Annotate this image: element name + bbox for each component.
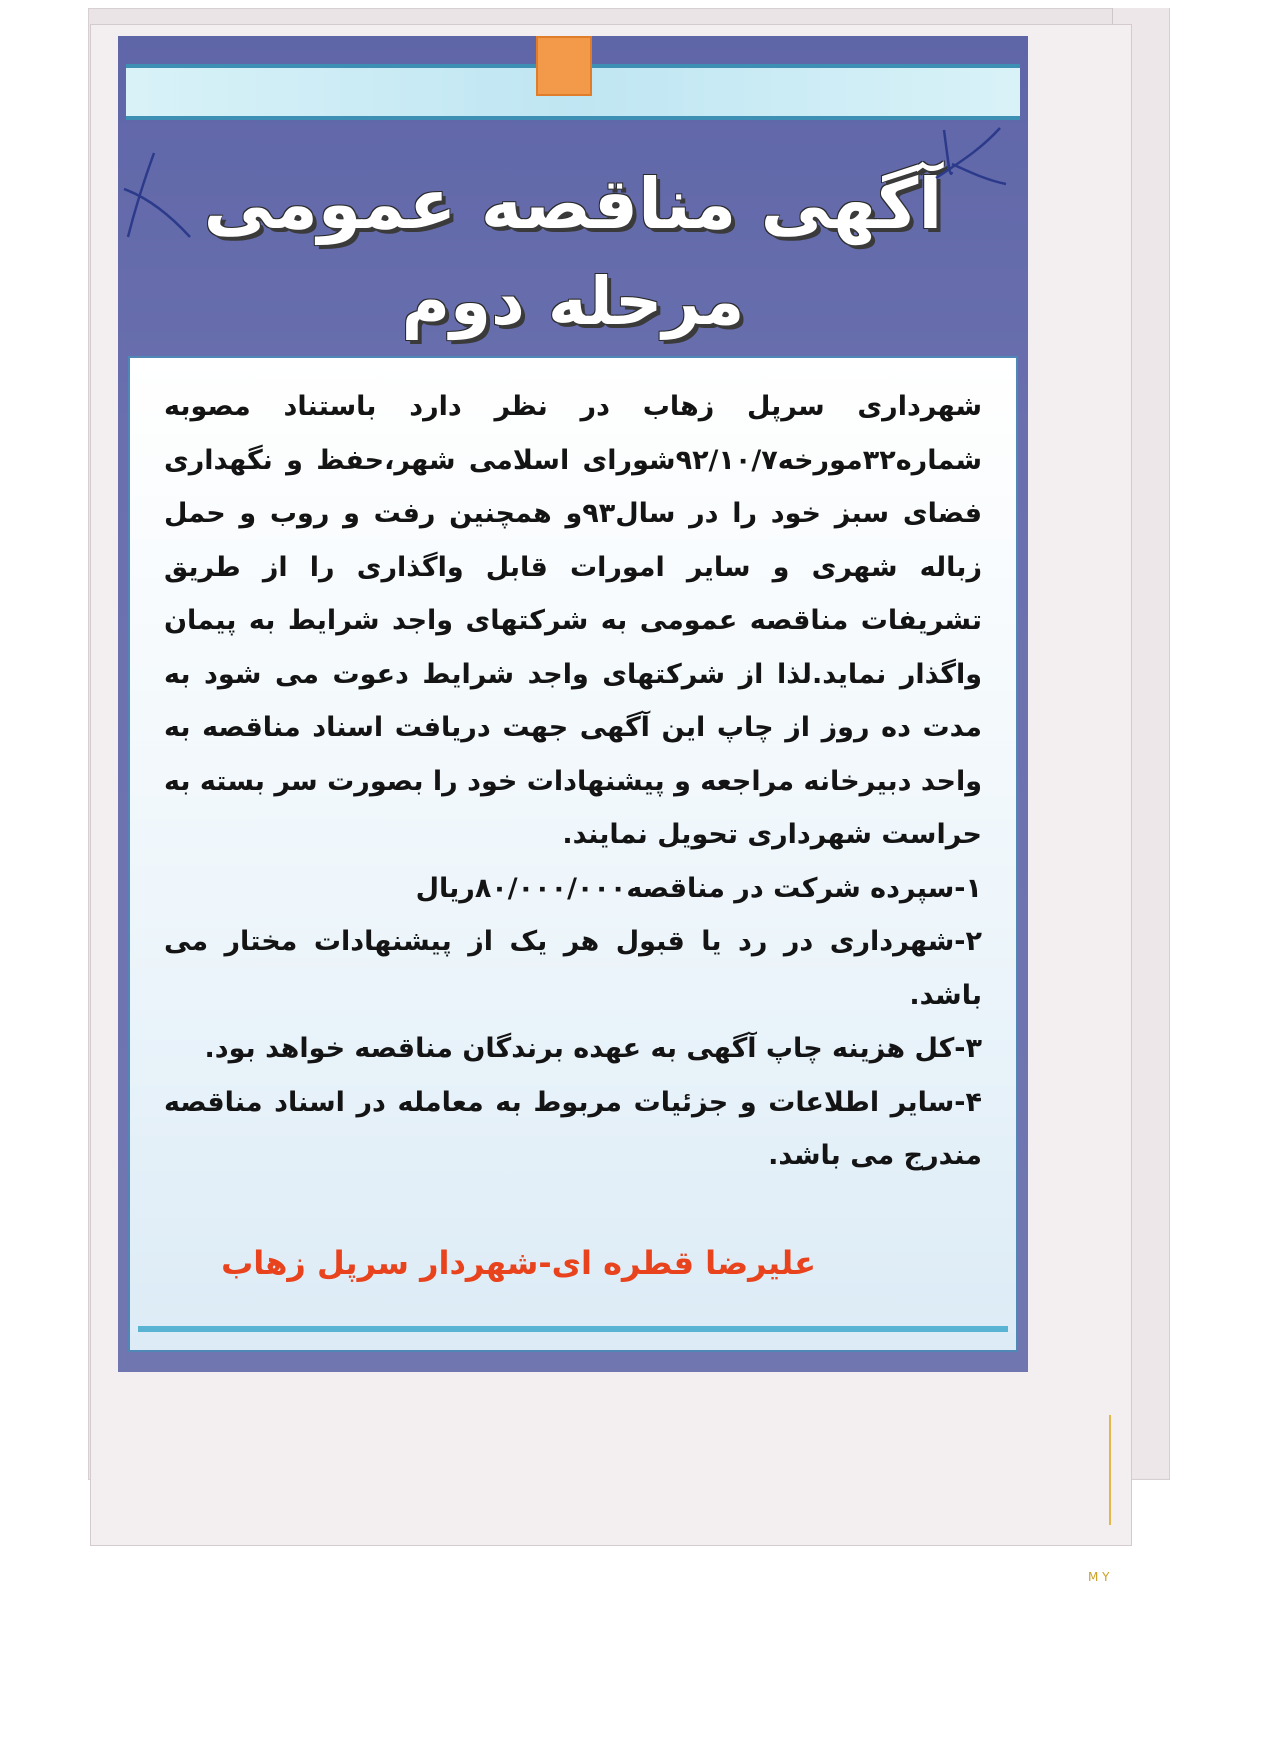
print-registration-line	[1106, 1415, 1114, 1525]
announcement-text	[164, 380, 982, 1183]
condition-item-3: ۳-کل هزینه چاپ آگهی به عهده برندگان مناقصه خواهد بود.	[204, 1033, 982, 1064]
headline-line-1: آگهی مناقصه عمومی	[203, 163, 943, 245]
handwritten-x-mark-right	[930, 120, 1010, 220]
headline	[118, 156, 1028, 350]
bottom-rule	[138, 1326, 1008, 1332]
announcement-body-box	[128, 356, 1018, 1352]
announcement-paragraph: شهرداری سرپل زهاب در نظر دارد باستناد مصوبه شماره۳۲مورخه۹۲/۱۰/۷شورای اسلامی شهر،حفظ و نگهداری فضای سبز خود را در سال۹۳و همچنین رفت و روب و حمل زباله شهری و سایر امورات قابل واگذاری را از طریق تشریفات مناقصه عمومی به شرکتهای واجد شرایط به پیمان واگذار نماید.لذا از شرکتهای واجد شرایط دعوت می شود به مدت ده روز از چاپ این آگهی جهت دریافت اسناد مناقصه به واحد دبیرخانه مراجعه و پیشنهادات خود را بصورت سر بسته به حراست شهرداری تحویل نمایند.	[164, 391, 982, 850]
handwritten-x-mark-left	[116, 145, 196, 245]
headline-line-2: مرحله دوم	[401, 263, 745, 340]
condition-item-4: ۴-سایر اطلاعات و جزئیات مربوط به معامله در اسناد مناقصه مندرج می باشد.	[164, 1086, 982, 1171]
condition-item-2: ۲-شهرداری در رد یا قبول هر یک از پیشنهادات مختار می باشد.	[164, 926, 982, 1011]
header-accent-tab	[536, 36, 592, 96]
condition-item-1: ۱-سپرده شرکت در مناقصه۸۰/۰۰۰/۰۰۰ریال	[415, 872, 982, 904]
tender-advertisement	[118, 36, 1028, 1372]
print-registration-mark: M Y	[1088, 1570, 1110, 1584]
signature-line: علیرضا قطره ای-شهردار سرپل زهاب	[221, 1244, 816, 1282]
